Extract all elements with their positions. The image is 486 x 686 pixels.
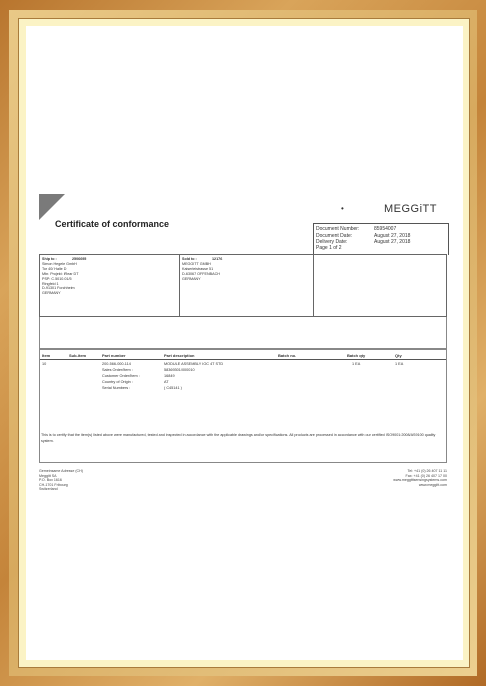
header-rule	[40, 359, 446, 360]
document-date-value: August 27, 2018	[374, 233, 411, 239]
header-batch-no: Batch no.	[278, 353, 297, 358]
footer-line: Gemeinsame Adresse (CH)	[39, 469, 83, 473]
sold-to-block	[182, 257, 223, 282]
footer-line: P.O. Box 1616	[39, 478, 62, 483]
sold-to-line: GERMANY	[182, 276, 201, 281]
header-part-description: Part description	[164, 353, 195, 358]
detail-value: 16849	[164, 374, 175, 378]
conformance-statement: This is to certify that the item(s) listed above were manufactured, tested and inspected in accordance with the applicable drawings and/or specifications. All products are processed in accordance with our certified ISO9001:2008/AS9100 quality system.	[41, 433, 436, 443]
document-meta-box	[313, 223, 449, 255]
document-title: Certificate of conformance	[55, 219, 170, 229]
row-qty: 1 EA	[395, 362, 404, 366]
header-sub-item: Sub-item	[69, 353, 87, 358]
header-batch-qty: Batch qty	[347, 353, 366, 358]
delivery-date-value: August 27, 2018	[374, 239, 411, 245]
row-part-number: 200-566-000-114	[102, 362, 131, 366]
ship-to-line: D-91301 Forchheim	[42, 286, 75, 291]
address-box	[39, 254, 447, 317]
address-divider	[179, 255, 180, 317]
ship-to-line: Simon Hegele GmbH	[42, 261, 77, 266]
certificate-document	[26, 26, 463, 660]
sold-to-line: D-63067 OFFENBACH	[182, 271, 220, 276]
detail-label: Customer Order/Item :	[102, 374, 140, 378]
sold-to-line: Kaiserleistrasse 51	[182, 266, 214, 271]
ship-to-line: GERMANY	[42, 291, 61, 296]
ship-to-line: Ringfeld 1	[42, 281, 59, 286]
header-part-number: Part number	[102, 353, 126, 358]
items-table	[39, 349, 447, 463]
page-number: Page 1 of 2	[316, 245, 342, 251]
detail-value: AT	[164, 380, 169, 384]
header-item: Item	[42, 353, 51, 358]
detail-label: Country of Origin :	[102, 380, 133, 384]
header-qty: Qty	[395, 353, 402, 358]
sold-to-label: Sold to :	[182, 257, 197, 261]
row-part-description: MODULE ASSEMBLY IOC 4T STD	[164, 362, 224, 366]
footer-line: Fax: +41 (0) 26 407 17 00	[405, 473, 447, 478]
ship-to-number: 2506695	[72, 257, 87, 261]
document-number-value: 85954007	[374, 226, 397, 232]
detail-value: 58369301/000010	[164, 368, 195, 372]
footer-line: www.meggittsensingsystems.com	[393, 478, 447, 483]
footer-address	[39, 469, 83, 492]
row-item: 10	[42, 362, 47, 366]
ship-to-block	[42, 257, 87, 296]
delivery-date-label: Delivery Date:	[316, 239, 348, 245]
ship-to-line: Mbr. Projekt: iRear DT	[42, 271, 79, 276]
sold-to-number: 12176	[212, 257, 223, 261]
document-number-row	[316, 226, 397, 232]
footer-line: Switzerland	[39, 487, 58, 492]
corner-triangle-mark	[39, 194, 65, 220]
ship-to-line: PSP: C.5010.01/5	[42, 276, 72, 281]
row-batch-qty: 1 EA	[352, 362, 361, 366]
footer-line: Meggitt SA	[39, 473, 57, 478]
sold-to-line: MEGGITT GMBH	[182, 261, 211, 266]
blank-section	[39, 317, 447, 349]
detail-value: ( C45141 )	[164, 386, 182, 390]
footer-line: www.meggitt.com	[418, 482, 447, 487]
detail-label: Serial Numbers :	[102, 386, 131, 390]
document-number-label: Document Number:	[316, 226, 360, 232]
address-divider	[313, 255, 314, 317]
footer-line: Tel: +41 (0) 26 407 11 11	[407, 469, 447, 473]
meggitt-logo: MEGGiTT	[384, 203, 437, 215]
ship-to-line: Tor 40/ Halle D	[42, 266, 67, 271]
detail-label: Sales Order/Item :	[102, 368, 133, 372]
document-date-label: Document Date:	[316, 233, 353, 239]
ship-to-label: Ship to :	[42, 257, 57, 261]
footer-line: CH-1701 Fribourg	[39, 482, 68, 487]
footer-contact	[393, 469, 447, 487]
bullet-dot: •	[341, 204, 344, 213]
